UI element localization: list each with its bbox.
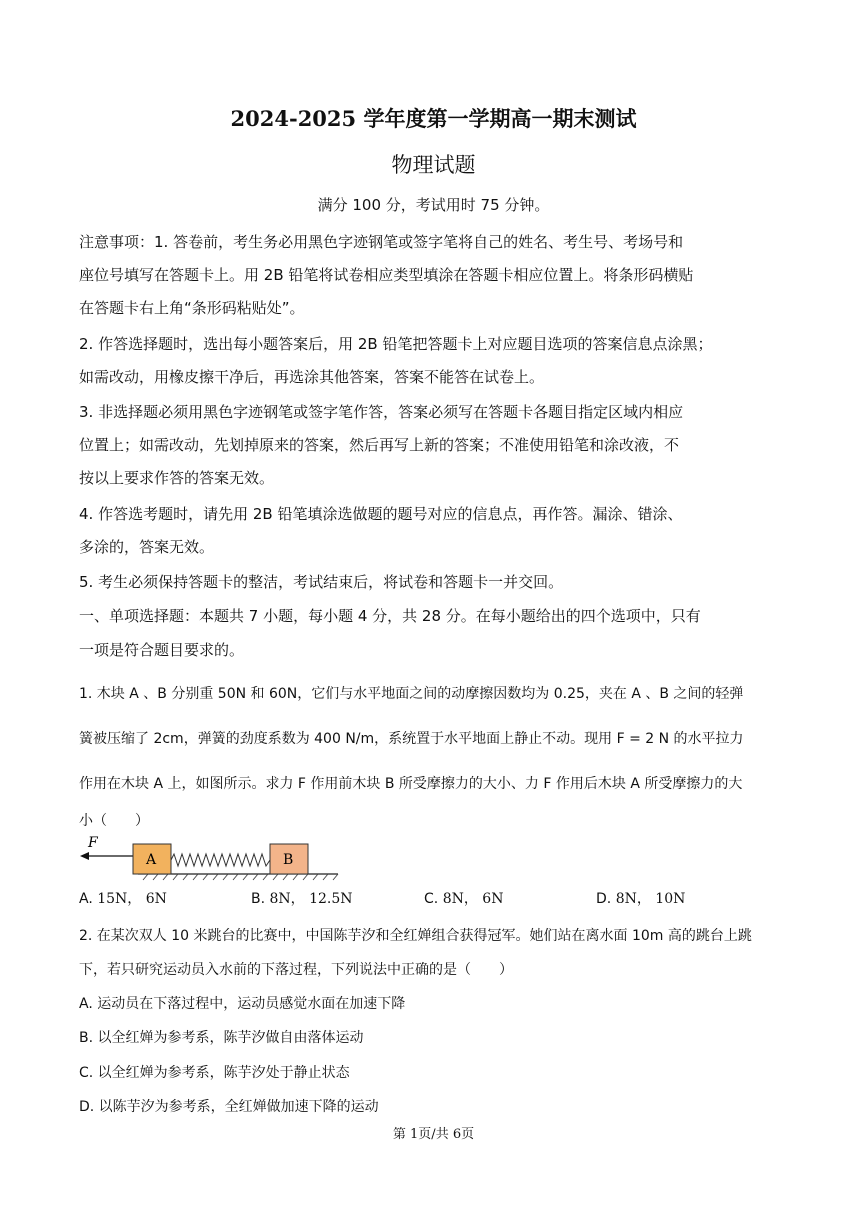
option-value: 8N， 10N [615,891,686,907]
exam-meta: 满分 100 分，考试用时 75 分钟。 [317,196,550,214]
option-value: 8N， 12.5N [269,891,353,907]
question-1-text: 作用在木块 A 上，如图所示。求力 F 作用前木块 B 所受摩擦力的大小、力 F 作用后木块 A 所受摩擦力的大 [79,776,743,792]
force-label: F [88,835,98,851]
option-letter: B. [251,891,266,907]
notes-line: 在答题卡右上角“条形码粘贴处”。 [79,299,305,317]
option-value: 8N， 6N [442,891,504,907]
question-1-text: 1. 木块 A 、B 分别重 50N 和 60N，它们与水平地面之间的动摩擦因数均为 0.25，夹在 A 、B 之间的轻弹 [79,686,744,702]
notes-line: 注意事项：1. 答卷前，考生务必用黑色字迹钢笔或签字笔将自己的姓名、考生号、考场号和 [79,233,684,251]
question-1-option-a[interactable] [79,888,167,908]
question-1-option-c[interactable] [424,888,503,908]
ground-hatch [143,874,338,880]
question-2-option-a[interactable]: A. 运动员在下落过程中，运动员感觉水面在加速下降 [79,996,406,1012]
notes-line: 座位号填写在答题卡上。用 2B 铅笔将试卷相应类型填涂在答题卡相应位置上。将条形码横贴 [79,266,694,284]
notes-line: 5. 考生必须保持答题卡的整洁，考试结束后，将试卷和答题卡一并交回。 [79,573,564,591]
section-heading: 一、单项选择题：本题共 7 小题，每小题 4 分，共 28 分。在每小题给出的四个选项中，只有 [79,607,701,625]
block-a-label: A [146,852,157,868]
notes-line: 按以上要求作答的答案无效。 [79,469,275,487]
notes-line: 4. 作答选考题时，请先用 2B 铅笔填涂选做题的题号对应的信息点，再作答。漏涂、错涂、 [79,505,683,523]
notes-line: 如需改动，用橡皮擦干净后，再选涂其他答案，答案不能答在试卷上。 [79,368,545,386]
question-2-option-c[interactable]: C. 以全红婵为参考系，陈芋汐处于静止状态 [79,1065,350,1081]
force-arrowhead [80,852,89,860]
spring-blocks-figure [78,834,348,884]
notes-line: 位置上；如需改动，先划掉原来的答案，然后再写上新的答案；不准使用铅笔和涂改液，不 [79,436,680,454]
notes-line: 2. 作答选择题时，选出每小题答案后，用 2B 铅笔把答题卡上对应题目选项的答案信息点涂黑； [79,335,713,353]
question-2-text: 2. 在某次双人 10 米跳台的比赛中，中国陈芋汐和全红婵组合获得冠军。她们站在离水面 10m 高的跳台上跳 [79,928,752,944]
option-letter: C. [424,891,439,907]
question-1-option-b[interactable] [251,888,353,908]
exam-subtitle: 物理试题 [391,153,476,177]
notes-line: 3. 非选择题必须用黑色字迹钢笔或签字笔作答，答案必须写在答题卡各题目指定区域内相应 [79,403,684,421]
option-letter: A. [79,891,93,907]
question-2-text: 下，若只研究运动员入水前的下落过程，下列说法中正确的是（ ） [79,962,513,978]
question-2-option-b[interactable]: B. 以全红婵为参考系，陈芋汐做自由落体运动 [79,1030,364,1046]
spring [171,854,270,866]
question-1-text: 簧被压缩了 2cm，弹簧的劲度系数为 400 N/m，系统置于水平地面上静止不动。现用 F = 2 N 的水平拉力 [79,731,744,747]
page-footer: 第 1页/共 6页 [392,1127,475,1142]
question-1-option-d[interactable] [596,888,685,908]
exam-title: 2024-2025 学年度第一学期高一期末测试 [230,106,637,131]
question-1-text: 小（ ） [79,813,149,829]
option-letter: D. [596,891,612,907]
section-heading: 一项是符合题目要求的。 [79,641,245,659]
notes-line: 多涂的，答案无效。 [79,538,215,556]
option-value: 15N， 6N [97,891,167,907]
block-b-label: B [283,852,294,868]
question-2-option-d[interactable]: D. 以陈芋汐为参考系，全红婵做加速下降的运动 [79,1099,379,1115]
